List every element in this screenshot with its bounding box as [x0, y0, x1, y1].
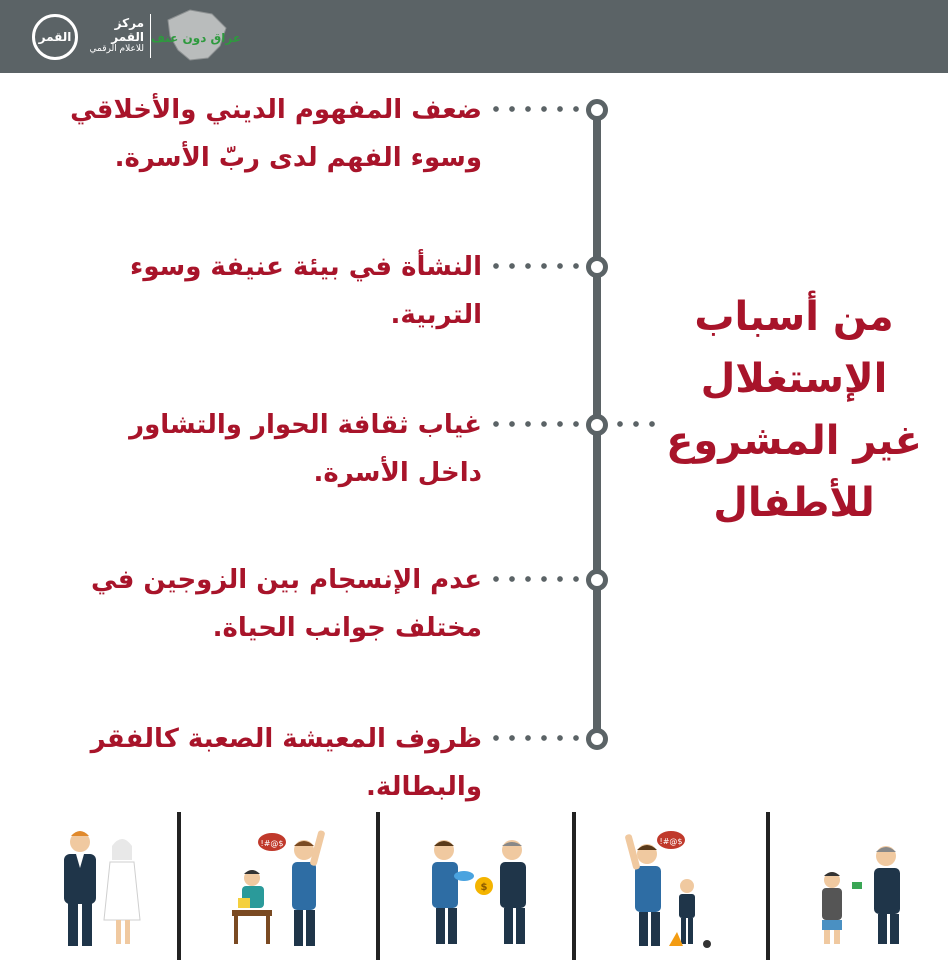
illustration-couple — [40, 820, 160, 956]
connector-dots-5 — [488, 735, 584, 741]
campaign-logo-text: عراق دون عنف — [150, 31, 242, 45]
illustration-shouting-parent — [615, 820, 735, 956]
header-bar — [0, 0, 948, 73]
illustration-money-exchange — [420, 820, 540, 956]
connector-dots-1 — [488, 106, 584, 112]
alqamar-logo-text — [84, 16, 144, 54]
cause-item-3: غياب ثقافة الحوار والتشاور داخل الأسرة. — [129, 410, 482, 488]
timeline-node-2 — [586, 256, 608, 278]
alqamar-subtitle: للاعلام الرقمي — [89, 44, 144, 54]
timeline-node-5 — [586, 728, 608, 750]
alqamar-logo-icon — [32, 14, 78, 60]
cause-item-4: عدم الإنسجام بين الزوجين في مختلف جوانب الحياة. — [91, 565, 482, 643]
alqamar-name: مركز القمر — [111, 16, 144, 44]
illustration-yelling-at-child — [222, 820, 342, 956]
speech-bubble-text-2: !#@$ — [659, 837, 683, 846]
connector-dots-4 — [488, 576, 584, 582]
connector-dots-3 — [488, 421, 584, 427]
cause-item-2: النشأة في بيئة عنيفة وسوء التربية. — [130, 252, 482, 330]
illustration-child-begging — [808, 820, 918, 956]
cause-item-1: ضعف المفهوم الديني والأخلاقي وسوء الفهم لدى ربّ الأسرة. — [70, 95, 482, 173]
svg-text:$: $ — [480, 882, 488, 893]
alqamar-logo-mark: القمر — [38, 30, 72, 44]
iraq-map-logo-icon — [150, 6, 242, 66]
speech-bubble-text-1: !#@$ — [260, 839, 284, 848]
cause-item-5: ظروف المعيشة الصعبة كالفقر والبطالة. — [90, 724, 482, 802]
timeline-node-1 — [586, 99, 608, 121]
page-title: من أسباب الإستغلال غير المشروع للأطفال — [666, 294, 922, 526]
connector-dots-title — [612, 421, 664, 427]
connector-dots-2 — [488, 263, 584, 269]
panel-separator-2 — [376, 812, 380, 960]
timeline-node-3 — [586, 414, 608, 436]
panel-separator-1 — [177, 812, 181, 960]
timeline-node-4 — [586, 569, 608, 591]
panel-separator-3 — [572, 812, 576, 960]
panel-separator-4 — [766, 812, 770, 960]
